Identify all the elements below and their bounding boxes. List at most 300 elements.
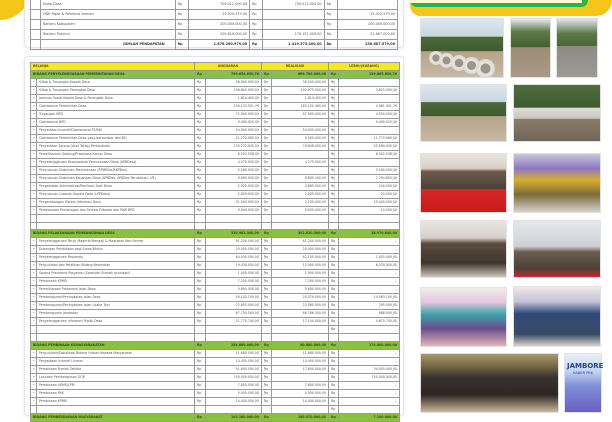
section-realisasi: 669.789.000,00 — [272, 71, 329, 79]
bullet-marker: • — [31, 286, 37, 294]
item-selisih: - — [339, 381, 400, 389]
empty-cell — [329, 334, 339, 342]
bullet-marker: • — [31, 381, 37, 389]
currency-label: Rp — [262, 207, 272, 215]
item-selisih: - — [339, 238, 400, 246]
item-realisasi: 1.000.000,00 — [272, 270, 329, 278]
item-selisih: 988.000,00 — [339, 310, 400, 318]
item-anggaran: 61.200.000,00 — [206, 238, 262, 246]
currency-label: Rp — [262, 381, 272, 389]
currency-label: Rp — [195, 230, 206, 238]
currency-label: Rp — [329, 286, 339, 294]
currency-label: Rp — [262, 127, 272, 135]
section-anggaran: 193.160.000,00 — [206, 413, 262, 421]
photo-event-red-stage — [420, 153, 507, 213]
item-label: Pembinaan Rumah Tahfidz — [37, 365, 195, 373]
currency-label: Rp — [195, 341, 206, 349]
item-label: Penyusunan Laporan Kepala Desa (LPPDesa) — [37, 191, 195, 199]
poster-title: JAMBORE — [567, 362, 604, 370]
photo-jambore-poster — [564, 353, 602, 413]
empty-cell — [272, 215, 329, 223]
currency-label: Rp — [262, 318, 272, 326]
item-label: Operasional Pemerintah Desa yang bersumber dari BD — [37, 135, 195, 143]
currency-label: Rp — [262, 246, 272, 254]
item-label: Pembangunan/Peningkatan Jalan Usaha Tani — [37, 302, 195, 310]
section-selisih: 28.970.840,00 — [339, 230, 400, 238]
currency-label: Rp — [250, 10, 263, 20]
item-realisasi: 5.600.000,00 — [272, 286, 329, 294]
bullet-marker: • — [31, 238, 37, 246]
item-anggaran: 36.000.000,00 — [206, 79, 262, 87]
item-label: Pembangunan Jembatan — [37, 310, 195, 318]
currency-label: Rp — [175, 10, 188, 20]
empty-cell — [195, 334, 206, 342]
bullet-marker: • — [31, 151, 37, 159]
empty-cell — [262, 222, 272, 230]
currency-label: Rp — [262, 175, 272, 183]
currency-label: Rp — [329, 143, 339, 151]
currency-label: Rp — [329, 87, 339, 95]
bullet-marker: • — [31, 111, 37, 119]
currency-label: Rp — [329, 381, 339, 389]
item-label: Pengelolaan Administrasi/Penilaian Aset Desa — [37, 183, 195, 191]
currency-label: Rp — [262, 262, 272, 270]
table-row — [31, 199, 400, 207]
currency-label: Rp — [195, 167, 206, 175]
table-row — [31, 183, 400, 191]
row-marker — [31, 20, 41, 30]
photo-blue-uniform-group — [513, 286, 601, 347]
currency-label: Rp — [195, 262, 206, 270]
currency-label: Rp — [329, 95, 339, 103]
table-row — [31, 167, 400, 175]
income-row — [31, 20, 398, 30]
item-anggaran: 14.400.000,00 — [206, 397, 262, 405]
currency-label: Rp — [195, 159, 206, 167]
item-label: Tunjangan BPD — [37, 111, 195, 119]
photo-bridge — [513, 84, 601, 142]
currency-label: Rp — [262, 135, 272, 143]
currency-label: Rp — [262, 79, 272, 87]
item-anggaran: 5.160.000,00 — [206, 167, 262, 175]
currency-label: Rp — [329, 246, 339, 254]
photo-dirt-road — [510, 18, 551, 78]
anggaran-value: 200.000.000,00 — [188, 20, 249, 30]
currency-label: Rp — [175, 0, 188, 10]
currency-label: Rp — [329, 341, 339, 349]
currency-label: Rp — [324, 20, 337, 30]
item-selisih: 9.490.020,00 — [339, 119, 400, 127]
row-marker — [31, 40, 41, 50]
currency-label: Rp — [329, 262, 339, 270]
currency-label: Rp — [250, 20, 263, 30]
bullet-marker: • — [31, 183, 37, 191]
item-selisih: - — [339, 286, 400, 294]
total-selisih: 256.687.579,00 — [337, 40, 397, 50]
empty-cell — [206, 215, 262, 223]
anggaran-value: 25.020.579,00 — [188, 10, 249, 20]
currency-label: Rp — [329, 127, 339, 135]
currency-label: Rp — [262, 151, 272, 159]
item-realisasi: 11.680.000,00 — [272, 349, 329, 357]
spacer-row — [31, 222, 400, 230]
currency-label: Rp — [324, 30, 337, 40]
item-label: Penyuluhan/Sosialisasi Bidang Hukum Kepada Masyarakat — [37, 349, 195, 357]
spacer-row — [31, 326, 400, 334]
currency-label: Rp — [329, 207, 339, 215]
table-row — [31, 111, 400, 119]
table-row — [31, 365, 400, 373]
item-selisih: - — [339, 278, 400, 286]
empty-cell — [339, 326, 400, 334]
item-anggaran: 8.502.538,00 — [206, 151, 262, 159]
table-row — [31, 373, 400, 381]
item-label: Pembinaan KPMB — [37, 397, 195, 405]
total-anggaran: 1.676.260.979,00 — [188, 40, 249, 50]
photo-event-stadium — [513, 220, 601, 278]
bullet-marker: • — [31, 95, 37, 103]
photo-road-work — [420, 84, 507, 142]
income-row — [31, 0, 398, 10]
income-label: Dana Desa — [41, 0, 176, 10]
currency-label: Rp — [195, 270, 206, 278]
table-row — [31, 254, 400, 262]
item-label: Penyelenggaraan Posyandu — [37, 254, 195, 262]
item-realisasi: - — [272, 167, 329, 175]
currency-label: Rp — [329, 254, 339, 262]
empty-cell — [339, 222, 400, 230]
currency-label: Rp — [262, 159, 272, 167]
bullet-marker: • — [31, 175, 37, 183]
currency-label: Rp — [195, 238, 206, 246]
currency-label: Rp — [195, 119, 206, 127]
item-selisih: - — [339, 357, 400, 365]
item-realisasi: 25.579.000,00 — [272, 294, 329, 302]
item-anggaran: 5.000.000,00 — [206, 389, 262, 397]
item-realisasi: 2.100.000,00 — [272, 199, 329, 207]
currency-label: Rp — [329, 413, 339, 421]
item-anggaran: 9.690.000,00 — [206, 175, 262, 183]
item-label: Penyusunan Dokumen Perencanaan (RPJMDes/RKPDes) — [37, 167, 195, 175]
spacer-row — [31, 405, 400, 413]
currency-label: Rp — [195, 191, 206, 199]
income-label: Bankeu Provinsi — [41, 30, 176, 40]
item-anggaran: 40.142.100,00 — [206, 294, 262, 302]
currency-label: Rp — [262, 103, 272, 111]
currency-label: Rp — [329, 183, 339, 191]
bullet-marker: • — [31, 357, 37, 365]
currency-label: Rp — [195, 183, 206, 191]
empty-cell — [262, 326, 272, 334]
spacer-row — [31, 215, 400, 223]
table-row — [31, 119, 400, 127]
table-row — [31, 191, 400, 199]
decorative-banner — [410, 0, 612, 16]
item-label: Pembinaan KPMD — [37, 278, 195, 286]
item-anggaran: 51.600.000,00 — [206, 365, 262, 373]
empty-cell: Rp — [329, 326, 339, 334]
item-realisasi: 9.030.000,00 — [272, 207, 329, 215]
empty-cell: Rp — [329, 405, 339, 413]
empty-cell — [37, 405, 195, 413]
currency-label: Rp — [324, 0, 337, 10]
item-selisih: 2.794.800,00 — [339, 175, 400, 183]
item-selisih: 5.160.000,00 — [339, 167, 400, 175]
item-anggaran: 150.000.000,00 — [206, 373, 262, 381]
currency-label: Rp — [195, 151, 206, 159]
currency-label: Rp — [329, 310, 339, 318]
table-row — [31, 95, 400, 103]
currency-label: Rp — [195, 71, 206, 79]
currency-label: Rp — [329, 373, 339, 381]
bullet-marker: • — [31, 310, 37, 318]
item-realisasi: 54.000.000,00 — [272, 127, 329, 135]
section-selisih: 7.190.000,00 — [339, 413, 400, 421]
currency-label: Rp — [329, 191, 339, 199]
photo-women-group — [420, 353, 559, 413]
item-label: Penyelenggaraan Informasi Publik Desa — [37, 318, 195, 326]
empty-cell — [37, 326, 195, 334]
currency-label: Rp — [195, 246, 206, 254]
currency-label: Rp — [262, 199, 272, 207]
item-label: Operasional Pemerintah Desa — [37, 103, 195, 111]
item-realisasi: - — [272, 373, 329, 381]
item-label: Pemeliharaan Prasarana Jalan Desa — [37, 286, 195, 294]
item-label: Pemeliharaan Gedung/Prasarana Kantor Desa — [37, 151, 195, 159]
photo-event-purple-stage — [513, 153, 601, 213]
table-row — [31, 103, 400, 111]
item-realisasi: 7.200.000,00 — [272, 278, 329, 286]
item-label: Lanjutan Pembangunan GOR — [37, 373, 195, 381]
photo-culvert-pipes — [420, 18, 504, 78]
empty-cell — [195, 326, 206, 334]
item-label: Penyediaan Insentif Linmas — [37, 357, 195, 365]
currency-label: Rp — [329, 103, 339, 111]
currency-label: Rp — [195, 349, 206, 357]
currency-label: Rp — [195, 95, 206, 103]
item-realisasi: 67.500.000,00 — [272, 111, 329, 119]
currency-label: Rp — [195, 365, 206, 373]
item-anggaran: 31.500.000,00 — [206, 199, 262, 207]
row-marker — [31, 0, 41, 10]
item-label: Penyusunan Dokumen Keuangan Desa (APBDes, APBDes Perubahan, LPJ) — [37, 175, 195, 183]
bullet-marker: • — [31, 389, 37, 397]
item-label: Siltap & Tunjangan Perangkat Desa — [37, 87, 195, 95]
income-summary-card — [24, 0, 404, 48]
total-label: JUMLAH PENDAPATAN — [41, 40, 176, 50]
currency-label: Rp — [329, 119, 339, 127]
currency-label: Rp — [195, 143, 206, 151]
bullet-marker: • — [31, 246, 37, 254]
currency-label: Rp — [329, 294, 339, 302]
section-anggaran: 799.654.630,76 — [206, 71, 262, 79]
anggaran-value: 209.819.000,00 — [188, 30, 249, 40]
currency-label: Rp — [195, 318, 206, 326]
item-selisih: - — [339, 389, 400, 397]
income-row — [31, 30, 398, 40]
table-row — [31, 286, 400, 294]
table-row — [31, 278, 400, 286]
section-anggaran: 330.981.340,00 — [206, 230, 262, 238]
item-realisasi: 20.000.000,00 — [272, 246, 329, 254]
currency-label: Rp — [262, 286, 272, 294]
selisih-value: 200.000.000,00 — [337, 20, 397, 30]
header-belanja: BELANJA — [31, 63, 195, 71]
bullet-marker: • — [31, 278, 37, 286]
bullet-marker: • — [31, 373, 37, 381]
bullet-marker: • — [31, 349, 37, 357]
section-anggaran: 254.880.000,00 — [206, 341, 262, 349]
empty-cell — [206, 222, 262, 230]
currency-label: Rp — [324, 10, 337, 20]
item-anggaran: 7.800.000,00 — [206, 381, 262, 389]
table-row — [31, 79, 400, 87]
item-selisih: 4.500.000,00 — [339, 111, 400, 119]
currency-label: Rp — [262, 230, 272, 238]
item-anggaran: 11.680.000,00 — [206, 349, 262, 357]
header-realisasi: REALISASI — [262, 63, 329, 71]
item-anggaran: 9.490.020,00 — [206, 119, 262, 127]
item-realisasi: 14.400.000,00 — [272, 397, 329, 405]
item-selisih: 1.925.000,00 — [339, 254, 400, 262]
bullet-marker: • — [31, 159, 37, 167]
item-selisih: 295.000,00 — [339, 302, 400, 310]
row-marker — [31, 10, 41, 20]
item-label: Penyuluhan dan Pelatihan Bidang Kesehatan — [37, 262, 195, 270]
currency-label: Rp — [329, 318, 339, 326]
currency-label: Rp — [329, 397, 339, 405]
table-row — [31, 294, 400, 302]
currency-label: Rp — [329, 238, 339, 246]
table-row — [31, 159, 400, 167]
table-row — [31, 389, 400, 397]
item-anggaran: 190.133.551,76 — [206, 103, 262, 111]
item-realisasi: 22.560.000,00 — [272, 302, 329, 310]
bullet-marker: • — [31, 294, 37, 302]
currency-label: Rp — [250, 0, 263, 10]
selisih-value: 25.020.579,00 — [337, 10, 397, 20]
item-anggaran: 67.754.500,00 — [206, 310, 262, 318]
currency-label: Rp — [262, 397, 272, 405]
currency-label: Rp — [262, 143, 272, 151]
table-row — [31, 262, 400, 270]
empty-cell — [262, 334, 272, 342]
currency-label: Rp — [195, 310, 206, 318]
table-row — [31, 135, 400, 143]
item-selisih: 11.770.060,00 — [339, 135, 400, 143]
currency-label: Rp — [262, 413, 272, 421]
empty-cell — [195, 215, 206, 223]
currency-label: Rp — [195, 302, 206, 310]
bullet-marker: • — [31, 167, 37, 175]
empty-cell — [339, 215, 400, 223]
item-selisih: - — [339, 270, 400, 278]
currency-label: Rp — [195, 381, 206, 389]
table-row — [31, 175, 400, 183]
currency-label: Rp — [324, 40, 337, 50]
item-selisih: 4.981.091,76 — [339, 103, 400, 111]
item-label: Pembinaan PKK — [37, 389, 195, 397]
spacer-row — [31, 334, 400, 342]
currency-label: Rp — [195, 357, 206, 365]
currency-label: Rp — [329, 199, 339, 207]
currency-label: Rp — [195, 413, 206, 421]
table-row — [31, 318, 400, 326]
table-row — [31, 397, 400, 405]
header-lebih-kurang: LEBIH/(KURANG) — [329, 63, 400, 71]
item-selisih: 55.584.945,00 — [339, 143, 400, 151]
item-anggaran: 19.430.000,00 — [206, 262, 262, 270]
bullet-marker: • — [31, 270, 37, 278]
currency-label: Rp — [329, 270, 339, 278]
currency-label: Rp — [329, 159, 339, 167]
currency-label: Rp — [329, 135, 339, 143]
item-realisasi: 36.000.000,00 — [272, 79, 329, 87]
item-realisasi: 14.400.000,00 — [272, 357, 329, 365]
table-row — [31, 87, 400, 95]
section-header-row — [31, 71, 400, 79]
item-selisih: 34.000.000,00 — [339, 365, 400, 373]
currency-label: Rp — [195, 199, 206, 207]
bullet-marker: • — [31, 103, 37, 111]
bullet-marker: • — [31, 302, 37, 310]
currency-label: Rp — [262, 183, 272, 191]
currency-label: Rp — [262, 111, 272, 119]
item-realisasi: 6.895.200,00 — [272, 175, 329, 183]
table-row — [31, 207, 400, 215]
currency-label: Rp — [329, 71, 339, 79]
currency-label: Rp — [195, 135, 206, 143]
item-anggaran: 14.400.000,00 — [206, 357, 262, 365]
item-selisih: - — [339, 246, 400, 254]
selisih-value: 31.667.000,00 — [337, 30, 397, 40]
currency-label: Rp — [262, 278, 272, 286]
realisasi-value: 178.152.000,00 — [263, 30, 324, 40]
currency-label: Rp — [262, 389, 272, 397]
item-anggaran: 20.000.000,00 — [206, 246, 262, 254]
item-realisasi: - — [272, 151, 329, 159]
table-row — [31, 381, 400, 389]
item-selisih: 8.502.538,00 — [339, 151, 400, 159]
currency-label: Rp — [195, 79, 206, 87]
table-row — [31, 238, 400, 246]
currency-label: Rp — [329, 79, 339, 87]
item-realisasi: 9.500.000,00 — [272, 135, 329, 143]
item-anggaran: 72.000.000,00 — [206, 111, 262, 119]
currency-label: Rp — [195, 175, 206, 183]
currency-label: Rp — [329, 365, 339, 373]
empty-cell — [206, 334, 262, 342]
item-selisih: - — [339, 159, 400, 167]
row-marker — [31, 30, 41, 40]
photo-pkk-group — [420, 287, 507, 347]
item-anggaran: 64.030.000,00 — [206, 254, 262, 262]
currency-label: Rp — [262, 167, 272, 175]
item-label: Penyediaan Insentif/Operasional RT/RW — [37, 127, 195, 135]
currency-label: Rp — [262, 87, 272, 95]
bullet-marker: • — [31, 318, 37, 326]
currency-label: Rp — [262, 191, 272, 199]
table-row — [31, 270, 400, 278]
currency-label: Rp — [195, 286, 206, 294]
currency-label: Rp — [329, 357, 339, 365]
table-row — [31, 151, 400, 159]
item-anggaran: 9.040.000,00 — [206, 207, 262, 215]
empty-cell — [329, 215, 339, 223]
item-realisasi: 62.105.000,00 — [272, 254, 329, 262]
currency-label: Rp — [329, 389, 339, 397]
expense-report-card — [24, 56, 404, 419]
